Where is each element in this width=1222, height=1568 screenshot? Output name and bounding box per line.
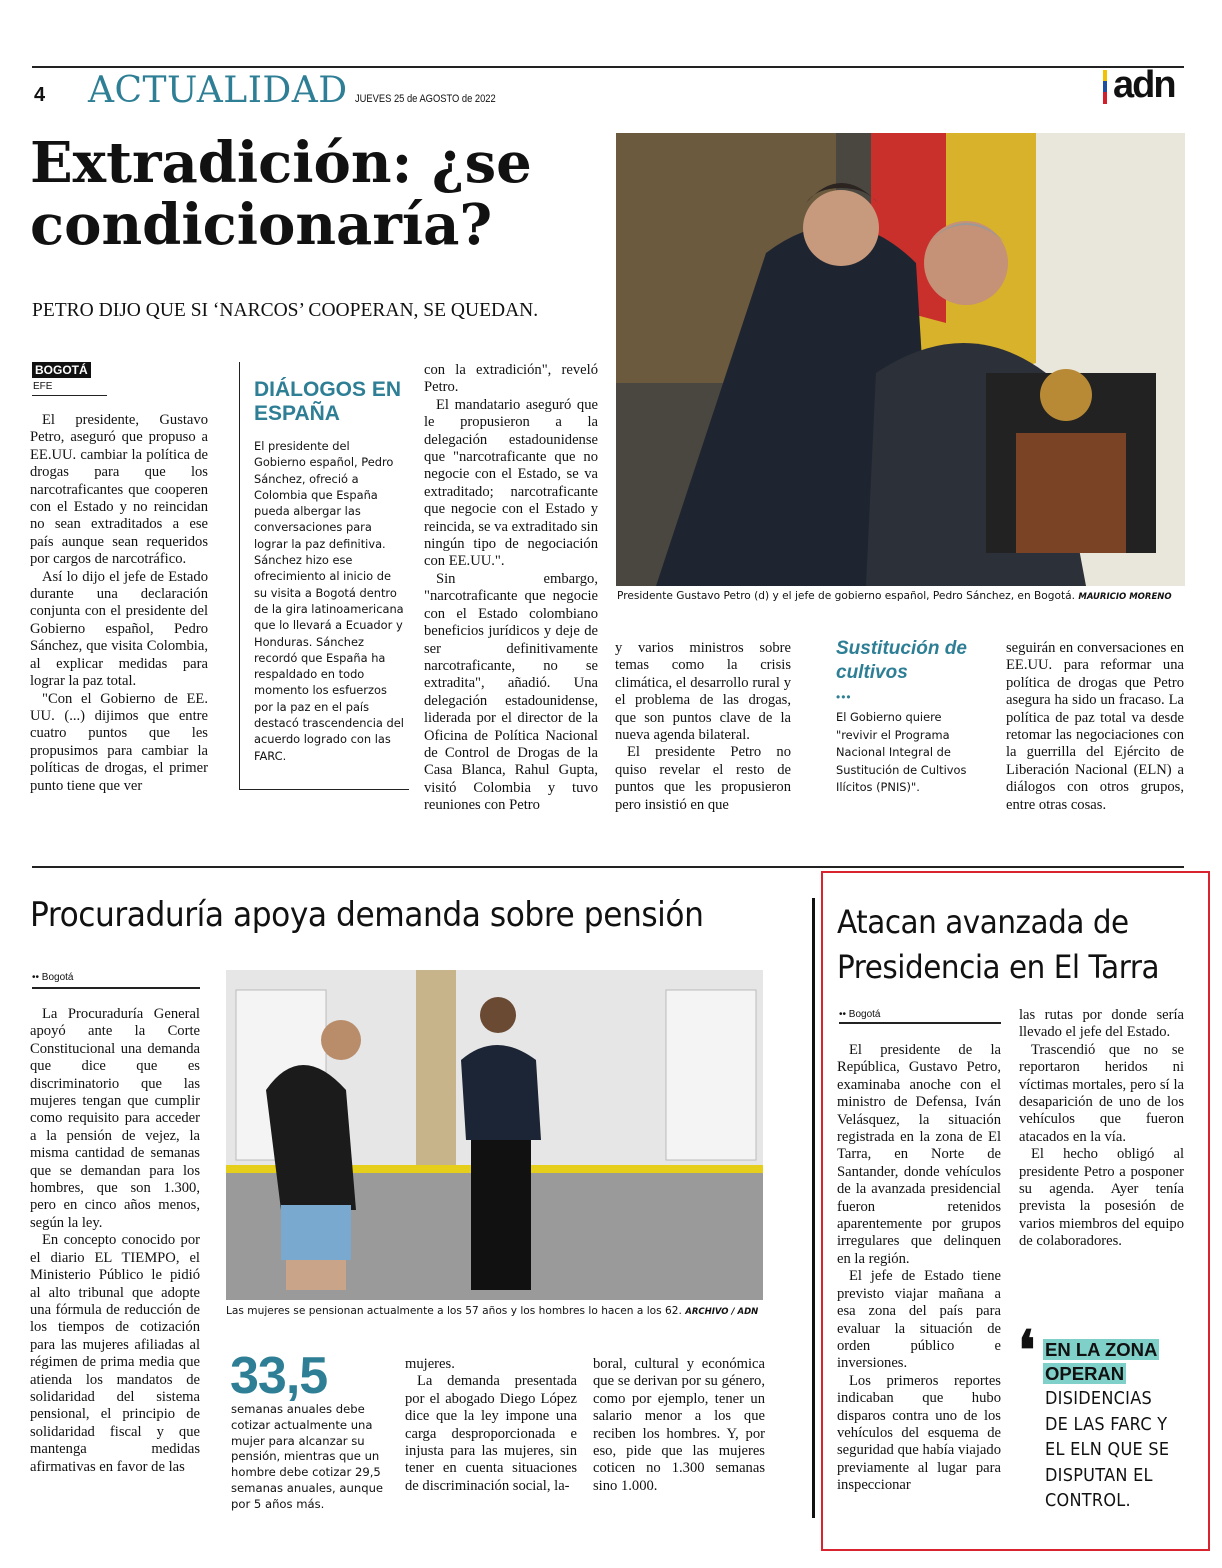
cultivos-box-text: El Gobierno quiere "revivir el Programa Nacional Integral de Sustitución de Cultivos Ilícitos (PNIS)". [836,710,967,794]
sidebar-left-rule [239,362,240,790]
quote-label [1043,1338,1183,1386]
photo-credit: MAURICIO MORENO [1078,592,1172,602]
photo-illustration [616,133,1185,586]
caption-text: Las mujeres se pensionan actualmente a los 57 años y los hombres lo hacen a los 62. [226,1305,682,1317]
logo-flag-bar [1103,70,1107,104]
lead-deck: PETRO DIJO QUE SI ‘NARCOS’ COOPERAN, SE QUEDAN. [32,300,539,321]
paragraph: Trascendió que no se reportaron heridos ni víctimas mortales, pero sí la desaparición de uno de los vehículos que fueron atacados en la vía. [1019,1041,1184,1145]
sidebar-title: DIÁLOGOS EN ESPAÑA [254,378,402,425]
tarra-dateline-rule [839,1022,1001,1024]
pension-column-3 [405,1356,577,1495]
paragraph: mujeres. [405,1356,455,1372]
adn-logo[interactable]: adn [1113,64,1175,106]
paragraph: La Procuraduría General apoyó ante la Corte Constitucional una demanda que dice que es discriminatorio que las mujeres tengan que cumplir como requisito para acceder a la pensión de vejez, la misma cantidad de semanas que se demandan para los hombres, que son 1.300, pero en cinco años menos, según la ley. [30,1006,200,1231]
paragraph: "Con el Gobierno de EE. UU. (...) dijimos que entre cuatro puntos que les propusimos para cambiar la políticas de drogas, el primer punto tiene que ver [30,690,208,794]
page-number: 4 [34,84,46,106]
paragraph: En concepto conocido por el diario EL TIEMPO, el Ministerio Público le pidió al alto tribunal que adopte una fórmula de reducción de los tiempos de cotización para las mujeres afiliadas al régimen de prima media que atienda los mandatos de solidaridad del sistema pensional, el principio de solidaridad fiscal y que mantenga medidas afirmativas en favor de las [30,1232,200,1475]
byline-rule [32,395,107,396]
photo-credit: ARCHIVO / ADN [685,1307,759,1317]
pension-dateline-rule [32,987,200,989]
paragraph: las rutas por donde sería llevado el jefe del Estado. [1019,1007,1184,1041]
cultivos-box-dots: ••• [836,690,852,704]
paragraph: El jefe de Estado tiene previsto viajar mañana a esa zona del país para evaluar la situación de orden público e inversiones. [837,1268,1001,1372]
dateline-badge: BOGOTÁ [32,362,91,378]
sidebar-text: El presidente del Gobierno español, Pedro Sánchez, ofreció a Colombia que España pueda albergar las conversaciones para lograr la paz definitiva. Sánchez hizo ese ofrecimiento al inicio de su visita a Bogotá dentro de la gira latinoamericana que lo llevará a Ecuador y Honduras. Sánchez recordó que España ha respaldado en todo momento los esfuerzos por la paz en el país destacó trascendencia del acuerdo logrado con las FARC. [254,439,404,763]
tarra-headline[interactable]: Atacan avanzada de Presidencia en El Tarra [837,903,1160,986]
paragraph: La demanda presentada por el abogado Diego López dice que la ley impone una carga desproporcionada e injusta para las mujeres, sin tener en cuenta situaciones de discriminación social, la- [405,1373,577,1494]
paragraph: El presidente de la República, Gustavo Petro, examinaba anoche con el ministro de Defensa, Iván Velásquez, la situación registrada en la zona de El Tarra, en Norte de Santander, donde vehículos de la avanzada presidencial fueron retenidos aparentemente por grupos irregulares que delinquen en la región. [837,1042,1001,1267]
paragraph: seguirán en conversaciones en EE.UU. para reformar una política de drogas que Petro asegura ha sido un fracaso. La política de paz total va desde retomar las negociaciones con la guerrilla del Ejército de Liberación Nacional (ELN) a diálogos con otros grupos, entre otras cosas. [1006,640,1184,813]
issue-date: JUEVES 25 de AGOSTO de 2022 [355,93,496,105]
column-divider [812,898,815,1518]
stat-text: semanas anuales debe cotizar actualmente una mujer para alcanzar su pensión, mientras que un hombre debe cotizar 29,5 semanas anuales, aunque por 5 años más. [231,1402,384,1511]
pension-column-4 [593,1356,765,1495]
pension-dateline: •• Bogotá [32,972,74,983]
top-rule [32,66,1184,68]
lead-headline[interactable]: Extradición: ¿se condicionaría? [30,130,532,258]
lead-photo [616,133,1185,586]
pension-column-1 [30,1006,200,1476]
paragraph: El hecho obligó al presidente Petro a posponer su agenda. Ayer tenía prevista la posesión de varios miembros del equipo de colaboradores. [1019,1146,1184,1250]
pension-photo-caption [226,1305,766,1317]
quote-label-text: EN LA ZONA OPERAN [1045,1339,1158,1384]
paragraph: El mandatario aseguró que le propusieron a la delegación estadounidense que "narcotraficante que no negocie con el Estado, se va extraditado; narcotraficante que negocie con el Estado y reincida, se va extraditado sin ningún tipo de negociación con EE.UU.". [424,396,598,570]
paragraph: El presidente, Gustavo Petro, aseguró que propuso a EE.UU. cambiar la política de drogas para que los narcotraficantes que cooperen con el Estado y no reincidan no sean extraditados a ese país aunque sean requeridos por cargos de narcotráfico. [30,412,208,568]
quote-text: DISIDENCIAS DE LAS FARC Y EL ELN QUE SE DISPUTAN EL CONTROL. [1045,1389,1170,1511]
lead-column-4 [615,640,791,814]
lead-column-6 [1006,640,1184,814]
lead-column-1 [30,412,208,795]
quote-mark-icon: ❛ [1018,1318,1036,1382]
paragraph: boral, cultural y económica que se derivan por su género, como por ejemplo, tener un salario menor a los que reciben los hombres. Y, por eso, pide que las mujeres coticen no 1.300 semanas sino 1.000. [593,1356,765,1494]
stat-value: 33,5 [230,1347,328,1405]
agency-credit: EFE [33,381,53,392]
paragraph: y varios ministros sobre temas como la crisis climática, el desarrollo rural y el problema de las drogas, que son puntos clave de la nueva agenda bilateral. [615,640,791,744]
pension-headline[interactable]: Procuraduría apoya demanda sobre pensión [30,895,704,935]
sidebar-bottom-rule [239,789,409,790]
section-divider [32,866,1184,868]
caption-text: Presidente Gustavo Petro (d) y el jefe de gobierno español, Pedro Sánchez, en Bogotá. [617,590,1075,602]
paragraph: con la extradición", reveló Petro. [424,362,598,396]
cultivos-box-title: Sustitución de cultivos [836,638,967,683]
pension-photo [226,970,763,1300]
paragraph: Sin embargo, "narcotraficante que negocie con el Estado colombiano beneficios jurídicos y deje de ser definitivamente narcotraficante, no se extradita", añadió. Una delegación estadounidense, liderada por el director de la Oficina de Política Nacional de Control de Drogas de la Casa Blanca, Rahul Gupta, visitó Colombia y tuvo reuniones con Petro [424,570,598,814]
tarra-column-1 [837,1042,1001,1495]
section-title: ACTUALIDAD [88,70,348,111]
paragraph: Así lo dijo el jefe de Estado durante una declaración conjunta con el presidente del Gobierno español, Pedro Sánchez, que visita Colombia, al explicar medidas para lograr la paz total. [30,568,208,690]
photo-illustration [226,970,763,1300]
tarra-dateline: •• Bogotá [839,1009,881,1020]
tarra-column-2 [1019,1007,1184,1251]
lead-column-3 [424,362,598,815]
paragraph: El presidente Petro no quiso revelar el resto de puntos que les propusieron pero insistió en que [615,744,791,813]
paragraph: Los primeros reportes indicaban que hubo disparos contra uno de los vehículos del esquema de seguridad que había viajado previamente al lugar para inspeccionar [837,1372,1001,1494]
lead-photo-caption [617,590,1187,602]
